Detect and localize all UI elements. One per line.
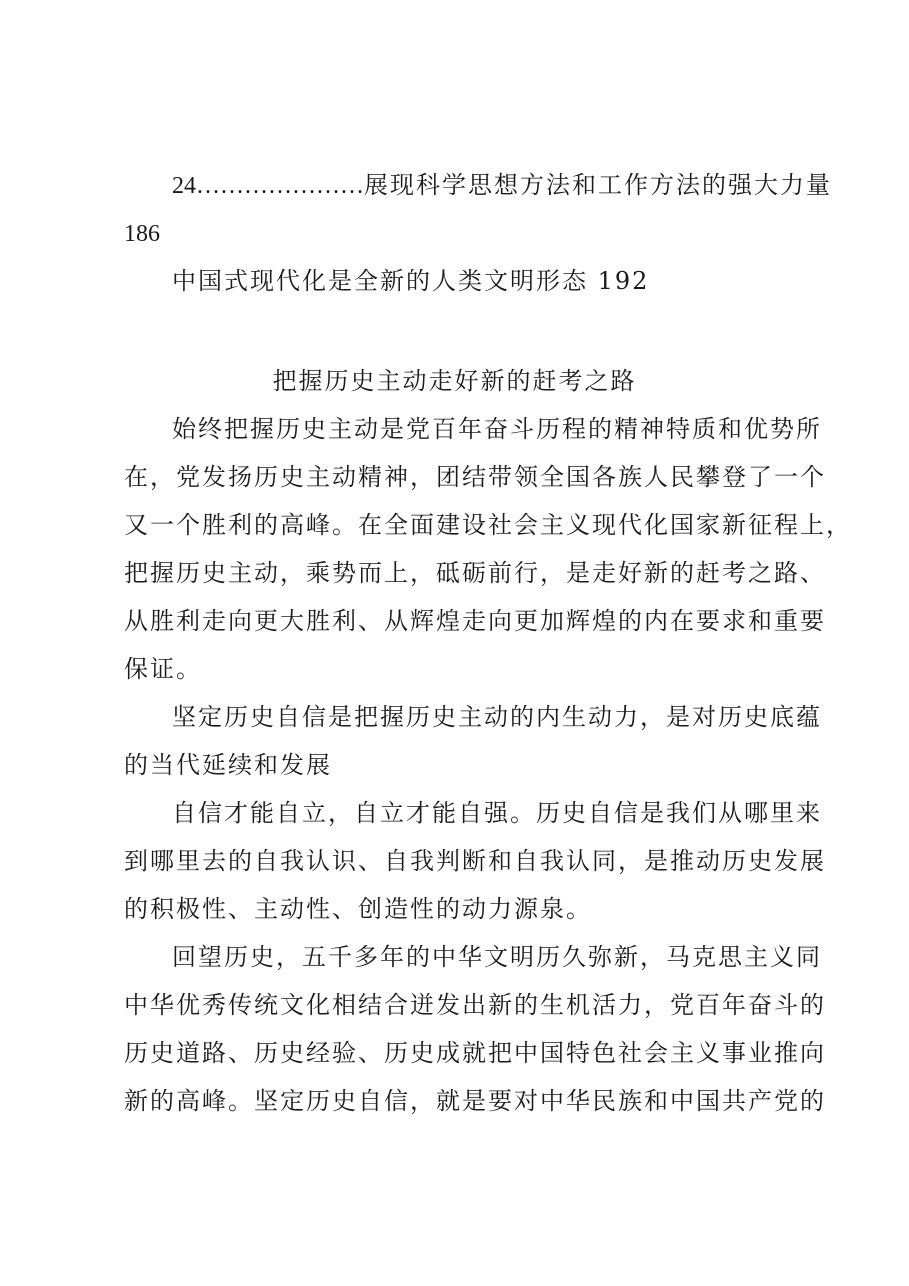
paragraph-line: 从胜利走向更大胜利、从辉煌走向更加辉煌的内在要求和重要 [124,607,826,635]
paragraph-line: 自信才能自立，自立才能自强。历史自信是我们从哪里来 [172,799,822,827]
paragraph-line: 回望历史，五千多年的中华文明历久弥新，马克思主义同 [172,943,822,971]
toc-entry-1-page [124,208,794,259]
paragraph-line: 新的高峰。坚定历史自信，就是要对中华民族和中国共产党的 [124,1087,826,1115]
paragraph-line: 把握历史主动，乘势而上，砥砺前行，是走好新的赶考之路、 [124,559,826,587]
toc-entry-1[interactable] [172,160,842,211]
paragraph-line: 在，党发扬历史主动精神，团结带领全国各族人民攀登了一个 [124,463,826,491]
toc-entry-1-title: 展现科学思想方法和工作方法的强大力量 [364,171,832,199]
toc-entry-1-page-number: 186 [124,221,160,247]
paragraph-line: 始终把握历史主动是党百年奋斗历程的精神特质和优势所 [172,415,822,443]
toc-entry-2[interactable]: 中国式现代化是全新的人类文明形态 192 [172,267,650,295]
section-heading-line: 坚定历史自信是把握历史主动的内生动力，是对历史底蕴 [172,703,822,731]
toc-entry-1-leader-dots: ………………… [196,173,364,199]
paragraph-line: 保证。 [124,655,202,683]
paragraph-line: 到哪里去的自我认识、自我判断和自我认同，是推动历史发展 [124,847,826,875]
paragraph-line: 历史道路、历史经验、历史成就把中国特色社会主义事业推向 [124,1039,826,1067]
article-title: 把握历史主动走好新的赶考之路 [272,367,637,395]
toc-entry-1-number: 24 [172,173,196,199]
paragraph-line: 中华优秀传统文化相结合迸发出新的生机活力，党百年奋斗的 [124,991,826,1019]
paragraph-line: 又一个胜利的高峰。在全面建设社会主义现代化国家新征程上， [124,511,852,539]
paragraph-line: 的积极性、主动性、创造性的动力源泉。 [124,895,592,923]
section-heading-line: 的当代延续和发展 [124,751,332,779]
